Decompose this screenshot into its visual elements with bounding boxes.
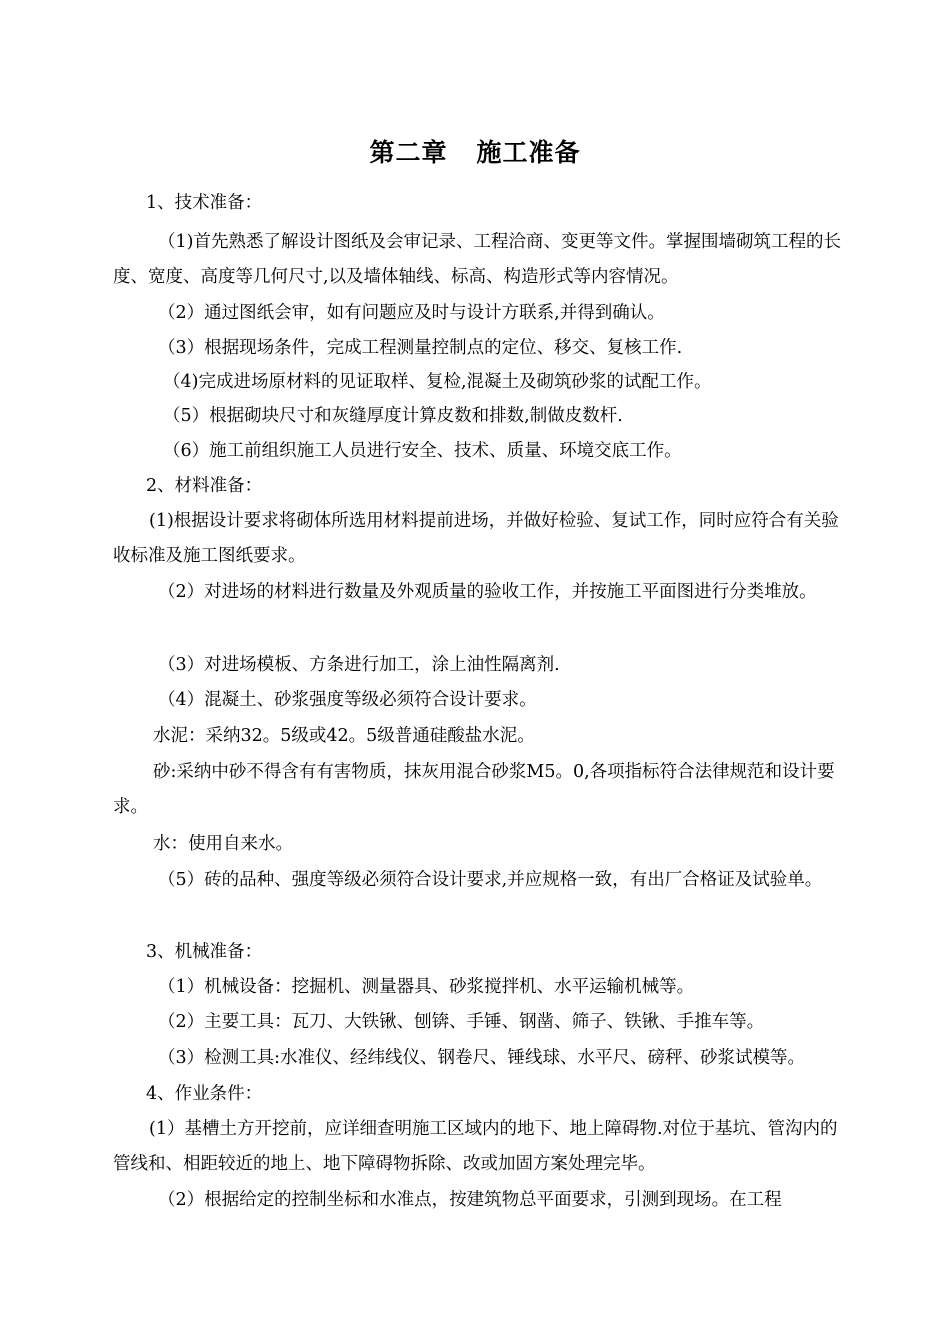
section-heading-materials: 2、材料准备：: [146, 476, 263, 496]
paragraph: （2）主要工具：瓦刀、大铁锹、刨锛、手锤、钢凿、筛子、铁锹、手推车等。: [158, 1012, 765, 1032]
section-heading-technical: 1、技术准备：: [146, 193, 263, 213]
paragraph: （6）施工前组织施工人员进行安全、技术、质量、环境交底工作。: [163, 441, 682, 461]
paragraph: （2）对进场的材料进行数量及外观质量的验收工作，并按施工平面图进行分类堆放。: [158, 582, 817, 602]
section-heading-conditions: 4、作业条件：: [146, 1084, 263, 1104]
paragraph: （3）对进场模板、方条进行加工，涂上油性隔离剂.: [158, 655, 560, 675]
paragraph: (1)根据设计要求将砌体所选用材料提前进场，并做好检验、复试工作，同时应符合有关验收标准及施工图纸要求。: [113, 511, 839, 566]
paragraph: （4)完成进场原材料的见证取样、复检,混凝土及砌筑砂浆的试配工作。: [163, 372, 712, 392]
chapter-title: 第二章 施工准备: [369, 138, 581, 167]
paragraph: （4）混凝土、砂浆强度等级必须符合设计要求。: [158, 690, 537, 710]
paragraph: （2）通过图纸会审，如有问题应及时与设计方联系,并得到确认。: [158, 303, 665, 323]
paragraph: （5）根据砌块尺寸和灰缝厚度计算皮数和排数,制做皮数杆.: [163, 406, 623, 426]
paragraph: （3）根据现场条件，完成工程测量控制点的定位、移交、复核工作.: [158, 338, 683, 358]
paragraph: 水：使用自来水。: [153, 834, 293, 854]
paragraph: (1）基槽土方开挖前，应详细查明施工区域内的地下、地上障碍物.对位于基坑、管沟内的管线和、相距较近的地上、地下障碍物拆除、改或加固方案处理完毕。: [113, 1119, 838, 1174]
paragraph: （2）根据给定的控制坐标和水准点，按建筑物总平面要求，引测到现场。在工程: [158, 1190, 782, 1210]
paragraph: （3）检测工具:水准仪、经纬线仪、钢卷尺、锤线球、水平尺、磅秤、砂浆试模等。: [158, 1048, 806, 1068]
section-heading-machinery: 3、机械准备：: [146, 942, 263, 962]
paragraph: 水泥：采纳32。5级或42。5级普通硅酸盐水泥。: [153, 726, 535, 746]
paragraph: （1)首先熟悉了解设计图纸及会审记录、工程洽商、变更等文件。掌握围墙砌筑工程的长度、宽度、高度等几何尺寸,以及墙体轴线、标高、构造形式等内容情况。: [113, 232, 841, 287]
paragraph: （5）砖的品种、强度等级必须符合设计要求,并应规格一致，有出厂合格证及试验单。: [158, 870, 823, 890]
paragraph: 砂:采纳中砂不得含有有害物质，抹灰用混合砂浆M5。0,各项指标符合法律规范和设计要求。: [113, 762, 835, 817]
paragraph: （1）机械设备：挖掘机、测量器具、砂浆搅拌机、水平运输机械等。: [158, 977, 695, 997]
